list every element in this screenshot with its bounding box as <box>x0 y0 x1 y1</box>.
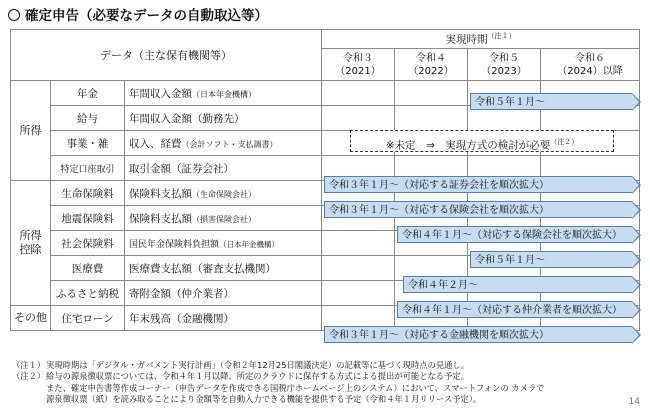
row-sub-label: 住宅ローン <box>51 306 125 331</box>
timeline-bar-medical: 令和４年２月～ <box>403 276 632 293</box>
row-sub-label: 地震保険料 <box>51 206 125 231</box>
year-r4: 令和４ （2022） <box>395 49 468 81</box>
row-sub-label: ふるさと納税 <box>51 281 125 306</box>
data-column-header: データ（主な保有機関等） <box>11 30 322 81</box>
row-sub-label: 給与 <box>51 106 125 131</box>
timeline-bar-securities: 令和３年１月～（対応する証券会社を順次拡大） <box>324 176 632 193</box>
year-r6: 令和６ （2024）以降 <box>541 49 640 81</box>
footnote-line: 源泉徴収票（紙）を読み取ることにより金額等を自動入力できる機能を提供する予定（令和４年１月リリース予定）。 <box>46 394 482 405</box>
row-sub-label: 医療費 <box>51 256 125 281</box>
category-other: その他 <box>11 306 51 331</box>
footnote-line: また、確定申告書等作成コーナー（申告データを作成できる国税庁ホームページ上のシステム）において、スマートフォンの カメラで <box>46 382 545 393</box>
timeline-bar-earthquake-insurance: 令和４年１月～（対応する保険会社を順次拡大） <box>397 226 632 243</box>
pending-note-box: ※未定 ⇒ 実現方式の検討が必要$^{(注2)}$ <box>350 130 614 152</box>
category-income: 所得 <box>11 81 51 181</box>
row-data-label: 保険料支払額（生命保険会社） <box>125 181 322 206</box>
timeline-bar-mortgage: 令和３年１月～（対応する金融機関を順次拡大） <box>324 326 632 343</box>
row-data-label: 収入、経費（会計ソフト・支払調書） <box>125 131 322 156</box>
row-data-label: 年間収入金額（日本年金機構） <box>125 81 322 106</box>
page-title: 確定申告（必要なデータの自動取込等） <box>8 4 268 24</box>
row-data-label: 保険料支払額（損害保険会社） <box>125 206 322 231</box>
year-r3: 令和３ （2021） <box>322 49 395 81</box>
row-data-label: 年末残高（金融機関） <box>125 306 322 331</box>
timeline-bar-life-insurance: 令和３年１月～（対応する保険会社を順次拡大） <box>324 201 632 218</box>
row-sub-label: 年金 <box>51 81 125 106</box>
year-r5: 令和５ （2023） <box>468 49 541 81</box>
timeline-header: 実現時期$^{(注1)}$ <box>322 30 640 49</box>
timeline-bar-pension: 令和５年１月～ <box>470 93 632 110</box>
category-deduction: 所得 控除 <box>11 181 51 306</box>
page-number: 14 <box>628 397 640 407</box>
footnotes <box>12 360 544 406</box>
row-sub-label: 事業・雑 <box>51 131 125 156</box>
row-data-label: 寄附金額（仲介業者） <box>125 281 322 306</box>
circle-bullet-icon <box>8 9 20 21</box>
row-sub-label: 生命保険料 <box>51 181 125 206</box>
timeline-bar-social-insurance: 令和５年１月～ <box>470 251 632 268</box>
footnote-line: （注２）給与の源泉徴収票については、令和４年１月以降、所定のクラウドに保存する方式による提出が可能となる予定。 <box>12 371 469 382</box>
timeline-bar-furusato: 令和４年１月～（対応する仲介業者を順次拡大） <box>397 301 632 318</box>
row-data-label: 取引金額（証券会社） <box>125 156 322 181</box>
row-data-label: 国民年金保険料負担額（日本年金機構） <box>125 231 322 256</box>
row-sub-label: 社会保険料 <box>51 231 125 256</box>
row-data-label: 年間収入金額（勤務先） <box>125 106 322 131</box>
footnote-line: （注１）実現時期は「デジタル・ガバメント実行計画」（令和２年12月25日閣議決定）の記載等に基づく現時点の見通し。 <box>12 360 470 370</box>
row-sub-label: 特定口座取引 <box>51 156 125 181</box>
row-data-label: 医療費支払額（審査支払機関） <box>125 256 322 281</box>
